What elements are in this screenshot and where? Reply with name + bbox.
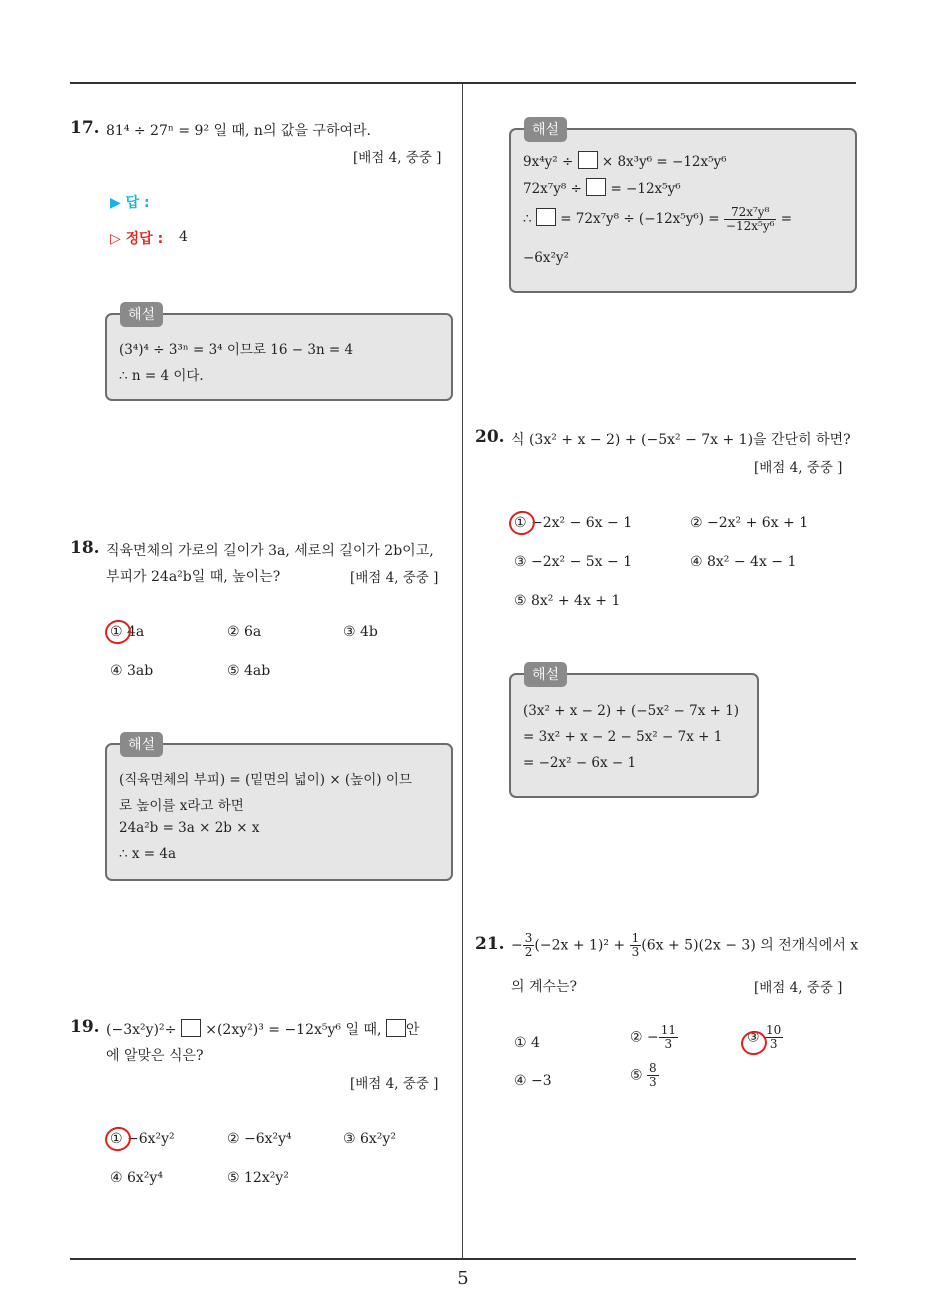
q21-option-3-fraction: $\frac{10}{3}$ — [766, 1023, 782, 1051]
q20-option-4[interactable]: ④ 8x² − 4x − 1 — [690, 554, 797, 570]
q21-number: 21. — [475, 934, 505, 954]
q20-solution-tag: 해설 — [524, 662, 567, 687]
q18-line1: 직육면체의 가로의 길이가 3a, 세로의 길이가 2b이고, — [106, 543, 434, 559]
q19-line1a: (−3x²y)²÷ — [106, 1022, 177, 1038]
q19-number: 19. — [70, 1017, 100, 1037]
q18-sol-line: ∴ x = 4a — [119, 846, 177, 862]
q20-points: [배점 4, 중중 ] — [754, 460, 843, 476]
q21-fraction-2: $\frac{1}{3}$ — [631, 931, 640, 959]
q19-line1c: 안 — [405, 1022, 420, 1038]
q19-sol-fraction: $\frac{\text{72x⁷y⁸}}{\text{−12x⁵y⁶}}$ — [725, 205, 775, 233]
q19-blank-box — [386, 1019, 406, 1037]
q17-correct-value: 4 — [179, 229, 188, 245]
q19-solution-tag: 해설 — [524, 117, 567, 142]
q17-sol-line: ∴ n = 4 이다. — [119, 368, 204, 384]
q19-solution-box — [509, 128, 857, 293]
column-divider — [462, 84, 463, 1259]
q19-points: [배점 4, 중중 ] — [350, 1076, 439, 1092]
q18-sol-line: 24a²b = 3a × 2b × x — [119, 820, 260, 836]
q20-sol-line: = 3x² + x − 2 − 5x² − 7x + 1 — [523, 729, 723, 745]
q21-option-5[interactable]: ⑤ $\frac{8}{3}$ — [630, 1061, 657, 1089]
q19-line1 — [106, 1019, 419, 1039]
q21-option-4[interactable]: ④ −3 — [514, 1073, 552, 1089]
q18-line2: 부피가 24a²b일 때, 높이는? — [106, 569, 281, 585]
q20-answer-circle — [506, 508, 537, 538]
q19-option-4[interactable]: ④ 6x²y⁴ — [110, 1170, 163, 1186]
q20-option-5[interactable]: ⑤ 8x² + 4x + 1 — [514, 593, 621, 609]
q19-sol-blank-box — [578, 151, 598, 169]
q19-blank-box — [181, 1019, 201, 1037]
q18-option-5[interactable]: ⑤ 4ab — [227, 663, 271, 679]
q18-solution-tag: 해설 — [120, 732, 163, 757]
q21-option-5-fraction: $\frac{8}{3}$ — [649, 1061, 657, 1089]
q19-option-3[interactable]: ③ 6x²y² — [343, 1131, 396, 1147]
q19-option-1[interactable]: ① −6x²y² — [110, 1131, 175, 1147]
q20-number: 20. — [475, 427, 505, 447]
q21-option-3[interactable]: ③ $\frac{10}{3}$ — [747, 1023, 782, 1051]
q17-correct-label: ▷ 정답 : — [110, 231, 164, 247]
q17-solution-tag: 해설 — [120, 302, 163, 327]
q19-sol-line4: −6x²y² — [523, 250, 569, 266]
q19-sol-line2: 72x⁷y⁸ ÷ = −12x⁵y⁶ — [523, 178, 681, 197]
q18-number: 18. — [70, 538, 100, 558]
q17-number: 17. — [70, 118, 100, 138]
q21-option-2-fraction: $\frac{11}{3}$ — [660, 1023, 677, 1051]
q19-sol-line3: ∴ = 72x⁷y⁸ ÷ (−12x⁵y⁶) = $\frac{\text{72x⁷y⁸}}{\text{−12x⁵y⁶}}$ = — [523, 205, 793, 233]
q17-points: [배점 4, 중중 ] — [353, 150, 442, 166]
q19-sol-line1: 9x⁴y² ÷ × 8x³y⁶ = −12x⁵y⁶ — [523, 151, 727, 170]
q20-sol-line: = −2x² − 6x − 1 — [523, 755, 637, 771]
q18-option-1[interactable]: ① 4a — [110, 624, 145, 640]
q18-option-3[interactable]: ③ 4b — [343, 624, 378, 640]
q18-option-2[interactable]: ② 6a — [227, 624, 262, 640]
q18-points: [배점 4, 중중 ] — [350, 570, 439, 586]
q19-sol-blank-box — [586, 178, 606, 196]
q20-option-1[interactable]: ① −2x² − 6x − 1 — [514, 515, 633, 531]
q19-option-2[interactable]: ② −6x²y⁴ — [227, 1131, 292, 1147]
q17-answer-label: ▶ 답 : — [110, 195, 150, 211]
q19-option-5[interactable]: ⑤ 12x²y² — [227, 1170, 289, 1186]
top-rule — [70, 82, 856, 84]
q19-line2: 에 알맞은 식은? — [106, 1048, 204, 1064]
q18-option-4[interactable]: ④ 3ab — [110, 663, 154, 679]
q19-sol-blank-box — [536, 208, 556, 226]
q20-option-2[interactable]: ② −2x² + 6x + 1 — [690, 515, 809, 531]
q21-option-2[interactable]: ② − $\frac{11}{3}$ — [630, 1023, 677, 1051]
q18-sol-line: (직육면체의 부피) = (밑면의 넓이) × (높이) 이므 — [119, 772, 412, 788]
bottom-rule — [70, 1258, 856, 1260]
q20-text: 식 (3x² + x − 2) + (−5x² − 7x + 1)을 간단히 하면? — [511, 432, 851, 448]
q21-line2: 의 계수는? — [511, 979, 578, 995]
q21-line1: − $\frac{3}{2}$ (−2x + 1)² + $\frac{1}{3}$ (6x + 5)(2x − 3) 의 전개식에서 x — [511, 931, 859, 959]
q20-sol-line: (3x² + x − 2) + (−5x² − 7x + 1) — [523, 703, 740, 719]
q18-solution-box — [105, 743, 453, 881]
q21-fraction-1: $\frac{3}{2}$ — [524, 931, 533, 959]
q19-line1b: ×(2xy²)³ = −12x⁵y⁶ 일 때, — [205, 1022, 382, 1038]
q21-points: [배점 4, 중중 ] — [754, 980, 843, 996]
page-number: 5 — [457, 1268, 469, 1289]
q20-option-3[interactable]: ③ −2x² − 5x − 1 — [514, 554, 633, 570]
q18-sol-line: 로 높이를 x라고 하면 — [119, 798, 244, 814]
q17-sol-line: (3⁴)⁴ ÷ 3³ⁿ = 3⁴ 이므로 16 − 3n = 4 — [119, 342, 354, 358]
q21-option-1[interactable]: ① 4 — [514, 1035, 540, 1051]
q19-answer-circle — [102, 1124, 133, 1154]
q17-text: 81⁴ ÷ 27ⁿ = 9² 일 때, n의 값을 구하여라. — [106, 123, 371, 139]
q20-solution-box — [509, 673, 759, 798]
q18-answer-circle — [102, 617, 133, 647]
